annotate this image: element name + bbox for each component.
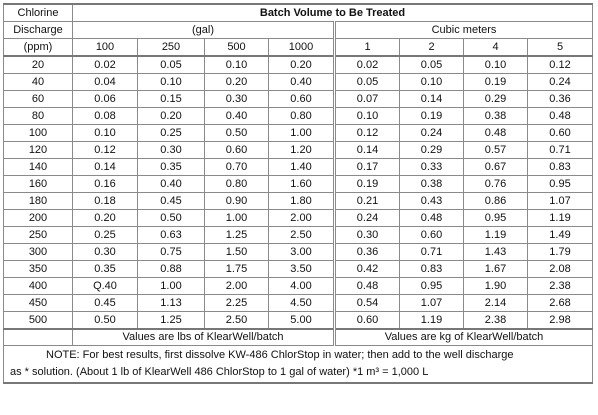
- cubic-value-cell: 0.24: [335, 210, 400, 227]
- gal-value-cell: 0.40: [269, 74, 335, 91]
- gal-value-cell: 1.25: [205, 227, 269, 244]
- ppm-cell: 140: [4, 159, 73, 176]
- ppm-cell: 60: [4, 91, 73, 108]
- cubic-value-cell: 0.29: [400, 142, 464, 159]
- cubic-value-cell: 0.54: [335, 295, 400, 312]
- cubic-value-cell: 0.95: [464, 210, 528, 227]
- gal-value-cell: 0.50: [73, 312, 138, 330]
- cubic-value-cell: 0.21: [335, 193, 400, 210]
- cubic-value-cell: 0.83: [400, 261, 464, 278]
- cubic-column-header: 4: [464, 39, 528, 57]
- cubic-value-cell: 0.14: [335, 142, 400, 159]
- gal-units-note: Values are lbs of KlearWell/batch: [73, 329, 335, 346]
- footer-spacer: [4, 329, 73, 346]
- gal-value-cell: 0.50: [205, 125, 269, 142]
- ppm-cell: 350: [4, 261, 73, 278]
- cubic-value-cell: 1.79: [528, 244, 593, 261]
- gal-value-cell: 1.13: [138, 295, 205, 312]
- gal-value-cell: 0.05: [138, 56, 205, 74]
- table-row: [4, 227, 593, 244]
- gal-column-header: 500: [205, 39, 269, 57]
- table-row: [4, 142, 593, 159]
- ppm-cell: 120: [4, 142, 73, 159]
- cubic-value-cell: 1.19: [528, 210, 593, 227]
- gal-value-cell: 3.50: [269, 261, 335, 278]
- cubic-value-cell: 0.30: [335, 227, 400, 244]
- gal-value-cell: 1.50: [205, 244, 269, 261]
- cubic-value-cell: 0.36: [335, 244, 400, 261]
- discharge-header: Discharge: [4, 22, 73, 39]
- table-row: [4, 74, 593, 91]
- cubic-value-cell: 0.05: [335, 74, 400, 91]
- ppm-cell: 160: [4, 176, 73, 193]
- note-line-1: NOTE: For best results, first dissolve KW-486 ChlorStop in water; then add to the well discharge: [46, 349, 514, 361]
- cubic-value-cell: 0.07: [335, 91, 400, 108]
- gal-value-cell: 0.80: [205, 176, 269, 193]
- gal-value-cell: 0.16: [73, 176, 138, 193]
- cubic-column-header: 1: [335, 39, 400, 57]
- gal-value-cell: 1.80: [269, 193, 335, 210]
- cubic-value-cell: 0.48: [400, 210, 464, 227]
- gal-value-cell: 0.25: [73, 227, 138, 244]
- gal-value-cell: 0.50: [138, 210, 205, 227]
- gal-value-cell: 0.04: [73, 74, 138, 91]
- cubic-value-cell: 0.10: [400, 74, 464, 91]
- gal-value-cell: 2.00: [205, 278, 269, 295]
- gal-value-cell: 0.10: [73, 125, 138, 142]
- ppm-header: (ppm): [4, 39, 73, 57]
- chlorine-header: Chlorine: [4, 4, 73, 22]
- cubic-value-cell: 0.12: [335, 125, 400, 142]
- gal-value-cell: 0.20: [205, 74, 269, 91]
- cubic-value-cell: 1.43: [464, 244, 528, 261]
- gal-value-cell: 0.40: [205, 108, 269, 125]
- gal-value-cell: 1.00: [269, 125, 335, 142]
- cubic-value-cell: 0.60: [528, 125, 593, 142]
- table-row: [4, 159, 593, 176]
- gal-value-cell: 0.12: [73, 142, 138, 159]
- cubic-value-cell: 1.67: [464, 261, 528, 278]
- cubic-value-cell: 2.38: [464, 312, 528, 330]
- table-title: Batch Volume to Be Treated: [73, 4, 593, 22]
- table-row: [4, 261, 593, 278]
- gal-value-cell: 1.00: [138, 278, 205, 295]
- cubic-value-cell: 2.98: [528, 312, 593, 330]
- cubic-value-cell: 0.95: [528, 176, 593, 193]
- gal-value-cell: 0.70: [205, 159, 269, 176]
- cubic-value-cell: 0.57: [464, 142, 528, 159]
- cubic-value-cell: 0.86: [464, 193, 528, 210]
- ppm-cell: 200: [4, 210, 73, 227]
- cubic-value-cell: 1.19: [464, 227, 528, 244]
- gal-column-header: 100: [73, 39, 138, 57]
- cubic-value-cell: 2.08: [528, 261, 593, 278]
- cubic-value-cell: 0.71: [528, 142, 593, 159]
- ppm-cell: 250: [4, 227, 73, 244]
- cubic-value-cell: 2.68: [528, 295, 593, 312]
- cubic-value-cell: 2.38: [528, 278, 593, 295]
- cubic-value-cell: 0.60: [400, 227, 464, 244]
- gal-value-cell: 0.90: [205, 193, 269, 210]
- gal-value-cell: 0.25: [138, 125, 205, 142]
- cubic-value-cell: 0.24: [528, 74, 593, 91]
- cubic-value-cell: 0.36: [528, 91, 593, 108]
- ppm-cell: 450: [4, 295, 73, 312]
- table-row: [4, 295, 593, 312]
- gal-value-cell: 0.75: [138, 244, 205, 261]
- cubic-group-header: Cubic meters: [335, 22, 593, 39]
- cubic-value-cell: 0.42: [335, 261, 400, 278]
- cubic-column-header: 2: [400, 39, 464, 57]
- cubic-value-cell: 0.02: [335, 56, 400, 74]
- cubic-value-cell: 0.60: [335, 312, 400, 330]
- ppm-cell: 40: [4, 74, 73, 91]
- ppm-cell: 500: [4, 312, 73, 330]
- cubic-value-cell: 0.19: [464, 74, 528, 91]
- ppm-cell: 180: [4, 193, 73, 210]
- cubic-value-cell: 0.67: [464, 159, 528, 176]
- gal-value-cell: 0.10: [138, 74, 205, 91]
- gal-value-cell: Q.40: [73, 278, 138, 295]
- gal-value-cell: 0.18: [73, 193, 138, 210]
- gal-value-cell: 2.50: [205, 312, 269, 330]
- gal-value-cell: 0.60: [205, 142, 269, 159]
- gal-value-cell: 0.06: [73, 91, 138, 108]
- gal-value-cell: 0.30: [205, 91, 269, 108]
- cubic-value-cell: 0.48: [528, 108, 593, 125]
- gal-value-cell: 1.60: [269, 176, 335, 193]
- gal-value-cell: 0.80: [269, 108, 335, 125]
- gal-value-cell: 0.14: [73, 159, 138, 176]
- gal-value-cell: 4.50: [269, 295, 335, 312]
- table-row: [4, 91, 593, 108]
- table-row: [4, 312, 593, 330]
- cubic-units-note: Values are kg of KlearWell/batch: [335, 329, 593, 346]
- gal-value-cell: 0.60: [269, 91, 335, 108]
- gal-value-cell: 0.88: [138, 261, 205, 278]
- ppm-cell: 80: [4, 108, 73, 125]
- cubic-value-cell: 0.43: [400, 193, 464, 210]
- cubic-value-cell: 0.24: [400, 125, 464, 142]
- cubic-value-cell: 0.71: [400, 244, 464, 261]
- gal-column-header: 250: [138, 39, 205, 57]
- cubic-value-cell: 2.14: [464, 295, 528, 312]
- gal-value-cell: 0.15: [138, 91, 205, 108]
- gal-value-cell: 0.02: [73, 56, 138, 74]
- gal-value-cell: 0.30: [138, 142, 205, 159]
- ppm-cell: 300: [4, 244, 73, 261]
- cubic-value-cell: 0.48: [464, 125, 528, 142]
- cubic-value-cell: 0.76: [464, 176, 528, 193]
- gal-value-cell: 0.08: [73, 108, 138, 125]
- cubic-value-cell: 0.33: [400, 159, 464, 176]
- gal-value-cell: 0.40: [138, 176, 205, 193]
- gal-value-cell: 2.50: [269, 227, 335, 244]
- gal-value-cell: 1.40: [269, 159, 335, 176]
- cubic-value-cell: 0.48: [335, 278, 400, 295]
- cubic-value-cell: 0.29: [464, 91, 528, 108]
- gal-value-cell: 0.20: [73, 210, 138, 227]
- cubic-value-cell: 0.05: [400, 56, 464, 74]
- note-line-2: as * solution. (About 1 lb of KlearWell 486 ChlorStop to 1 gal of water) *1 m³ = 1,000 L: [10, 366, 429, 378]
- gal-value-cell: 1.20: [269, 142, 335, 159]
- table-row: [4, 176, 593, 193]
- note-cell: [4, 346, 593, 384]
- gal-value-cell: 2.25: [205, 295, 269, 312]
- gal-value-cell: 1.75: [205, 261, 269, 278]
- cubic-value-cell: 1.49: [528, 227, 593, 244]
- cubic-value-cell: 0.95: [400, 278, 464, 295]
- gal-value-cell: 0.10: [205, 56, 269, 74]
- table-row: [4, 125, 593, 142]
- ppm-cell: 400: [4, 278, 73, 295]
- gal-value-cell: 0.35: [138, 159, 205, 176]
- gal-value-cell: 1.00: [205, 210, 269, 227]
- cubic-value-cell: 0.10: [464, 56, 528, 74]
- cubic-value-cell: 0.14: [400, 91, 464, 108]
- gal-value-cell: 0.63: [138, 227, 205, 244]
- gal-value-cell: 0.45: [73, 295, 138, 312]
- cubic-value-cell: 1.07: [400, 295, 464, 312]
- gal-value-cell: 0.45: [138, 193, 205, 210]
- gal-value-cell: 1.25: [138, 312, 205, 330]
- table-row: [4, 278, 593, 295]
- ppm-cell: 100: [4, 125, 73, 142]
- gal-value-cell: 4.00: [269, 278, 335, 295]
- table-row: [4, 56, 593, 74]
- cubic-value-cell: 0.83: [528, 159, 593, 176]
- gal-value-cell: 0.20: [138, 108, 205, 125]
- gal-value-cell: 0.35: [73, 261, 138, 278]
- cubic-value-cell: 0.38: [464, 108, 528, 125]
- ppm-cell: 20: [4, 56, 73, 74]
- gal-column-header: 1000: [269, 39, 335, 57]
- cubic-value-cell: 0.19: [335, 176, 400, 193]
- gal-value-cell: 2.00: [269, 210, 335, 227]
- gal-group-header: (gal): [73, 22, 335, 39]
- table-row: [4, 210, 593, 227]
- cubic-column-header: 5: [528, 39, 593, 57]
- table-row: [4, 108, 593, 125]
- cubic-value-cell: 0.38: [400, 176, 464, 193]
- cubic-value-cell: 0.10: [335, 108, 400, 125]
- gal-value-cell: 0.20: [269, 56, 335, 74]
- gal-value-cell: 0.30: [73, 244, 138, 261]
- chlorine-dosage-table: [3, 3, 593, 384]
- table-row: [4, 193, 593, 210]
- gal-value-cell: 3.00: [269, 244, 335, 261]
- cubic-value-cell: 1.90: [464, 278, 528, 295]
- gal-value-cell: 5.00: [269, 312, 335, 330]
- cubic-value-cell: 0.12: [528, 56, 593, 74]
- cubic-value-cell: 0.17: [335, 159, 400, 176]
- cubic-value-cell: 0.19: [400, 108, 464, 125]
- cubic-value-cell: 1.07: [528, 193, 593, 210]
- cubic-value-cell: 1.19: [400, 312, 464, 330]
- table-row: [4, 244, 593, 261]
